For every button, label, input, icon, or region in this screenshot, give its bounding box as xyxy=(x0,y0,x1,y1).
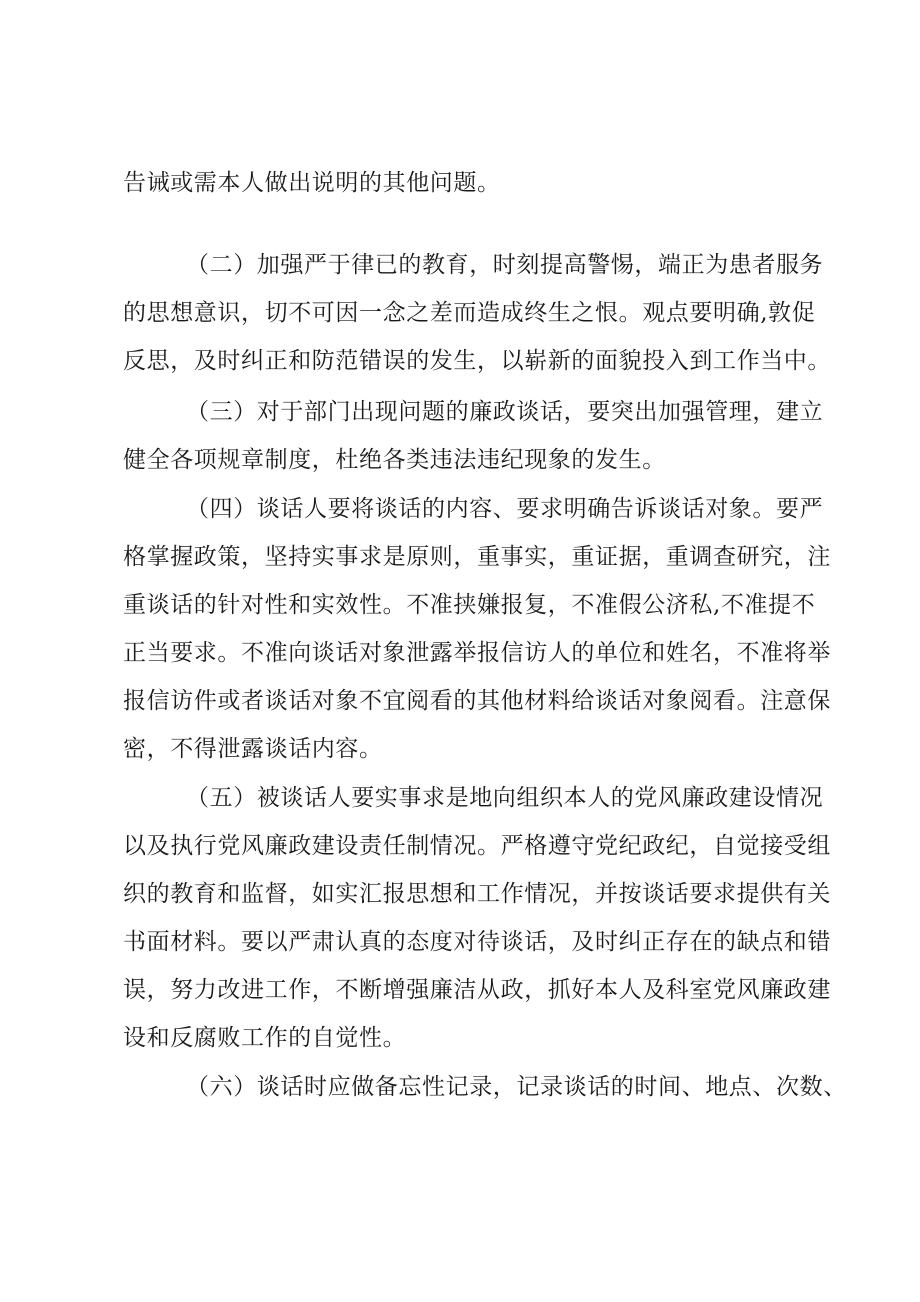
text-line: 反思，及时纠正和防范错误的发生，以崭新的面貌投入到工作当中。 xyxy=(123,348,831,374)
text-line: 健全各项规章制度，杜绝各类违法违纪现象的发生。 xyxy=(123,447,666,473)
text-line: 书面材料。要以严肃认真的态度对待谈话，及时纠正存在的缺点和错 xyxy=(123,929,831,955)
text-line: 密，不得泄露谈话内容。 xyxy=(123,736,383,762)
text-line: 设和反腐败工作的自觉性。 xyxy=(123,1025,407,1051)
text-line: 报信访件或者谈话对象不宜阅看的其他材料给谈话对象阅看。注意保 xyxy=(123,688,831,714)
text-line: （六）谈话时应做备忘性记录，记录谈话的时间、地点、次数、 xyxy=(186,1074,847,1100)
text-line: （四）谈话人要将谈话的内容、要求明确告诉谈话对象。要严 xyxy=(186,496,824,522)
text-line: （五）被谈话人要实事求是地向组织本人的党风廉政建设情况 xyxy=(186,785,824,811)
text-line: 织的教育和监督，如实汇报思想和工作情况，并按谈话要求提供有关 xyxy=(123,881,831,907)
text-line: 告诫或需本人做出说明的其他问题。 xyxy=(123,170,501,196)
text-line: 以及执行党风廉政建设责任制情况。严格遵守党纪政纪，自觉接受组 xyxy=(123,833,831,859)
text-line: 的思想意识，切不可因一念之差而造成终生之恨。观点要明确,敦促 xyxy=(123,300,816,326)
text-line: 格掌握政策，坚持实事求是原则，重事实，重证据，重调查研究，注 xyxy=(123,544,831,570)
text-line: 误，努力改进工作，不断增强廉洁从政，抓好本人及科室党风廉政建 xyxy=(123,977,831,1003)
text-line: 重谈话的针对性和实效性。不准挟嫌报复，不准假公济私,不准提不 xyxy=(123,592,816,618)
text-line: （三）对于部门出现问题的廉政谈话，要突出加强管理，建立 xyxy=(186,399,824,425)
text-line: （二）加强严于律已的教育，时刻提高警惕，端正为患者服务 xyxy=(186,252,824,278)
text-line: 正当要求。不准向谈话对象泄露举报信访人的单位和姓名，不准将举 xyxy=(123,640,831,666)
